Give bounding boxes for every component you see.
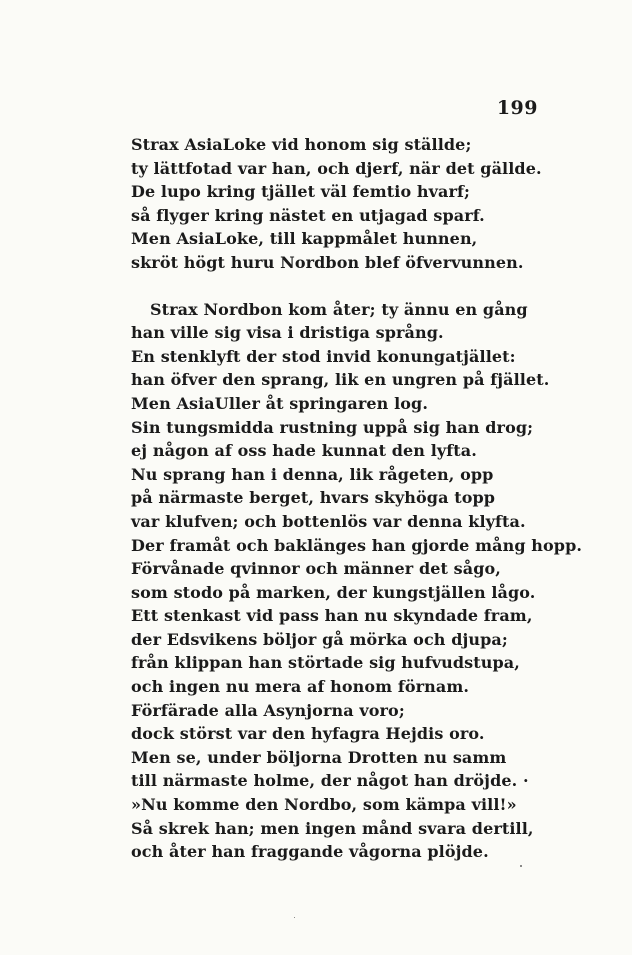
poem-line: och åter han fraggande vågorna plöjde.: [131, 842, 489, 862]
poem-line: och ingen nu mera af honom förnam.: [131, 677, 470, 697]
poem-line: han öfver den sprang, lik en ungren på fjället.: [131, 370, 550, 390]
poem-line: Så skrek han; men ingen månd svara dertill,: [131, 818, 534, 838]
poem-line: Ett stenkast vid pass han nu skyndade fram,: [131, 606, 533, 626]
poem-line: En stenklyft der stod invid konungatjället:: [131, 346, 516, 366]
poem-line: Der framåt och baklänges han gjorde mång hopp.: [131, 535, 583, 555]
poem-line: som stodo på marken, der kungstjällen lågo.: [131, 582, 536, 602]
poem-line: ej någon af oss hade kunnat den lyfta.: [131, 441, 477, 461]
poem-line: »Nu komme den Nordbo, som kämpa vill!»: [131, 795, 517, 815]
poem-line: ty lättfotad var han, och djerf, när det gällde.: [131, 158, 542, 178]
poem-line: Men AsiaLoke, till kappmålet hunnen,: [131, 229, 478, 249]
poem-line: från klippan han störtade sig hufvudstupa,: [131, 653, 520, 673]
poem-line: var klufven; och bottenlös var denna klyfta.: [131, 511, 526, 531]
poem-line: Men se, under böljorna Drotten nu samm: [131, 747, 507, 767]
poem-line: så flyger kring nästet en utjagad sparf.: [131, 205, 485, 225]
stanza-1: [131, 133, 542, 275]
poem-line: Strax Nordbon kom åter; ty ännu en gång: [150, 299, 528, 319]
print-speck: [520, 865, 522, 867]
poem-line: Förvånade qvinnor och männer det sågo,: [131, 559, 501, 579]
print-speck: [294, 917, 295, 918]
poem-line: Sin tungsmidda rustning uppå sig han drog;: [131, 417, 534, 437]
poem-line: på närmaste berget, hvars skyhöga topp: [131, 488, 496, 508]
poem-line: dock störst var den hyfagra Hejdis oro.: [131, 724, 485, 744]
poem-line: Förfärade alla Asynjorna voro;: [131, 700, 405, 720]
page-number: 199: [496, 97, 538, 119]
poem-line: Nu sprang han i denna, lik rågeten, opp: [131, 464, 494, 484]
poem-line: der Edsvikens böljor gå mörka och djupa;: [131, 629, 508, 649]
poem-line: skröt högt huru Nordbon blef öfvervunnen.: [131, 252, 524, 272]
poem-line: De lupo kring tjället väl femtio hvarf;: [131, 182, 471, 202]
poem-line: Men AsiaUller åt springaren log.: [131, 393, 428, 413]
stanza-2: [131, 298, 583, 864]
poem-text: [131, 133, 583, 864]
poem-line: Strax AsiaLoke vid honom sig ställde;: [131, 135, 472, 154]
poem-line: han ville sig visa i dristiga språng.: [131, 323, 444, 343]
poem-line: till närmaste holme, der något han dröjde. ·: [131, 771, 529, 791]
